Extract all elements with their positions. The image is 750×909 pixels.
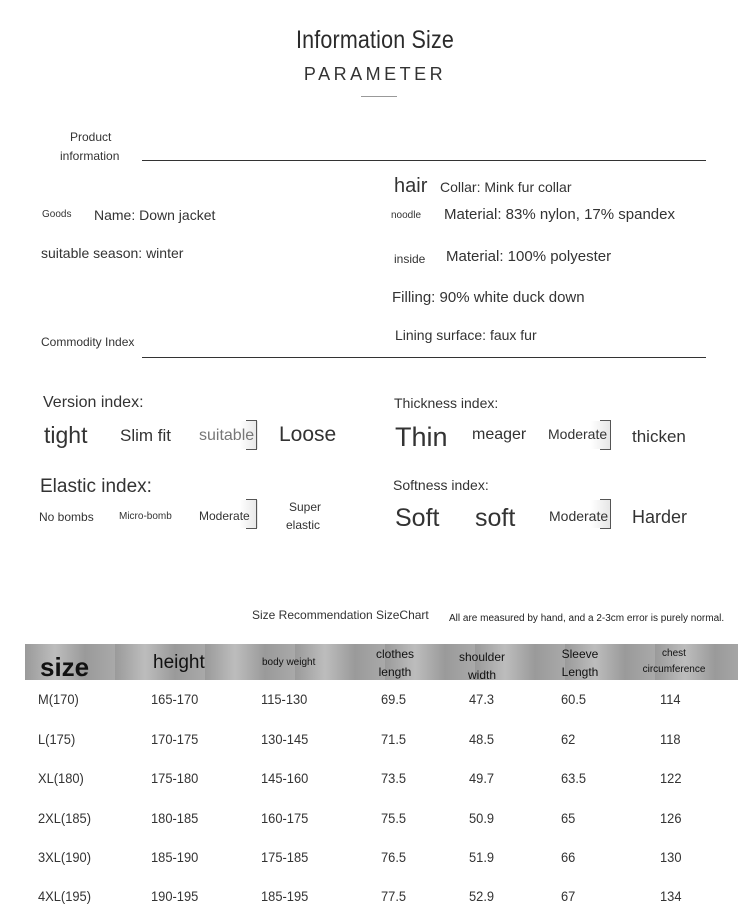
cell-size: 3XL(190): [38, 849, 91, 865]
header-size: size: [40, 652, 90, 682]
table-row: [0, 691, 750, 711]
cell-chest: 130: [660, 849, 682, 865]
cell-sleeve-length: 65: [561, 810, 576, 826]
title-divider: [361, 96, 397, 97]
cell-body-weight: 115-130: [261, 691, 308, 707]
cell-size: M(170): [38, 691, 79, 707]
header-circumference: circumference: [642, 664, 706, 675]
softness-selected-bracket: [600, 499, 611, 529]
page-subtitle: PARAMETER: [303, 64, 447, 84]
cell-height: 175-180: [151, 770, 199, 786]
elastic-option-moderate: Moderate: [199, 509, 250, 523]
thickness-selected-bracket: [600, 420, 611, 450]
cell-chest: 114: [660, 691, 681, 707]
cell-body-weight: 160-175: [261, 810, 309, 826]
commodity-divider: [142, 357, 706, 358]
header-chest: chest: [662, 648, 686, 659]
product-name: Name: Down jacket: [94, 207, 216, 223]
cell-shoulder-width: 48.5: [469, 731, 495, 747]
cell-body-weight: 130-145: [261, 731, 309, 747]
elastic-option-no-bombs: No bombs: [39, 510, 94, 524]
version-selected-bracket: [246, 420, 257, 450]
header-height: height: [153, 652, 205, 673]
cell-height: 180-185: [151, 810, 199, 826]
cell-shoulder-width: 52.9: [469, 888, 495, 904]
softness-option-harder: Harder: [632, 507, 688, 527]
cell-shoulder-width: 47.3: [469, 691, 495, 707]
header-sleeve: Sleeve: [561, 647, 599, 661]
thickness-option-meager: meager: [472, 426, 527, 443]
cell-chest: 134: [660, 888, 682, 904]
thickness-option-thin: Thin: [395, 422, 448, 452]
cell-chest: 118: [660, 731, 681, 747]
version-option-loose: Loose: [279, 423, 337, 446]
cell-sleeve-length: 62: [561, 731, 576, 747]
cell-shoulder-width: 50.9: [469, 810, 495, 826]
cell-height: 170-175: [151, 731, 199, 747]
product-season: suitable season: winter: [41, 245, 184, 261]
noodle-label: noodle: [391, 210, 422, 221]
softness-option-soft: Soft: [395, 504, 440, 532]
cell-height: 190-195: [151, 888, 199, 904]
cell-body-weight: 175-185: [261, 849, 309, 865]
cell-size: L(175): [38, 731, 76, 747]
cell-size: 2XL(185): [38, 810, 91, 826]
page-title: Information Size: [295, 26, 455, 54]
cell-sleeve-length: 60.5: [561, 691, 587, 707]
cell-chest: 122: [660, 770, 682, 786]
cell-sleeve-length: 67: [561, 888, 576, 904]
version-index-label: Version index:: [43, 394, 144, 411]
cell-height: 165-170: [151, 691, 199, 707]
cell-shoulder-width: 49.7: [469, 770, 495, 786]
header-width: width: [467, 668, 496, 682]
product-divider: [142, 160, 706, 161]
cell-clothes-length: 71.5: [381, 731, 407, 747]
cell-sleeve-length: 63.5: [561, 770, 587, 786]
softness-option-moderate: Moderate: [549, 508, 609, 524]
elastic-option-elastic: elastic: [286, 518, 321, 532]
goods-label: Goods: [42, 209, 72, 220]
cell-shoulder-width: 51.9: [469, 849, 495, 865]
cell-clothes-length: 75.5: [381, 810, 407, 826]
cell-clothes-length: 77.5: [381, 888, 407, 904]
thickness-option-thicken: thicken: [632, 427, 686, 446]
version-option-tight: tight: [44, 422, 88, 448]
thickness-option-moderate: Moderate: [548, 426, 608, 442]
cell-clothes-length: 76.5: [381, 849, 407, 865]
lining-info: Lining surface: faux fur: [395, 327, 537, 343]
softness-option-soft-2: soft: [475, 504, 516, 532]
hair-label: hair: [394, 175, 428, 197]
cell-body-weight: 145-160: [261, 770, 309, 786]
size-chart-title: Size Recommendation SizeChart: [252, 608, 429, 622]
filling-info: Filling: 90% white duck down: [392, 289, 585, 306]
inside-material-info: Material: 100% polyester: [446, 248, 612, 265]
table-row: [0, 731, 750, 751]
softness-index-label: Softness index:: [393, 477, 489, 493]
version-option-slim-fit: Slim fit: [120, 426, 171, 445]
header-sleeve-length: Length: [561, 665, 599, 679]
cell-body-weight: 185-195: [261, 888, 309, 904]
header-clothes: clothes: [375, 647, 415, 661]
cell-size: 4XL(195): [38, 888, 91, 904]
collar-info: Collar: Mink fur collar: [440, 179, 572, 195]
product-section-label-2: information: [60, 149, 120, 163]
elastic-option-micro-bomb: Micro-bomb: [119, 511, 172, 522]
thickness-index-label: Thickness index:: [394, 395, 499, 411]
elastic-selected-bracket: [246, 499, 257, 529]
product-section-label-1: Product: [70, 130, 112, 144]
header-length: length: [378, 665, 412, 679]
commodity-section-label: Commodity Index: [41, 335, 135, 349]
elastic-option-super: Super: [289, 500, 322, 514]
cell-clothes-length: 69.5: [381, 691, 407, 707]
cell-sleeve-length: 66: [561, 849, 576, 865]
table-row: [0, 770, 750, 790]
cell-size: XL(180): [38, 770, 84, 786]
cell-clothes-length: 73.5: [381, 770, 407, 786]
size-chart-note: All are measured by hand, and a 2-3cm error is purely normal.: [449, 613, 725, 624]
table-row: [0, 849, 750, 869]
cell-chest: 126: [660, 810, 682, 826]
header-shoulder: shoulder: [458, 650, 506, 664]
version-option-suitable: suitable: [199, 427, 255, 444]
elastic-index-label: Elastic index:: [40, 476, 152, 497]
material-info: Material: 83% nylon, 17% spandex: [444, 206, 675, 223]
header-body-weight: body weight: [262, 657, 316, 668]
table-row: [0, 810, 750, 830]
inside-label: inside: [394, 252, 426, 266]
table-row: [0, 888, 750, 908]
cell-height: 185-190: [151, 849, 199, 865]
